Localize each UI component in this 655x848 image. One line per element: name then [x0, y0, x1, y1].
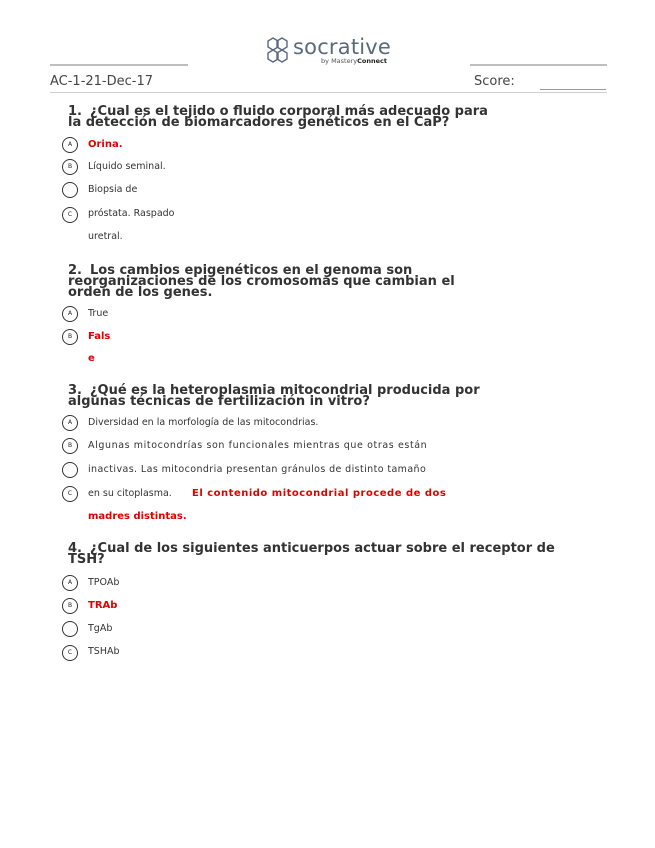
answer-text: Biopsia de — [88, 184, 138, 195]
answer-text-correct: madres distintas. — [88, 511, 187, 522]
answer-bubble-c[interactable]: C — [62, 645, 78, 661]
answer-text: TSHAb — [88, 646, 120, 657]
question-text: reorganizaciones de los cromosomas que cambian el — [68, 274, 455, 289]
question-number: 1. — [68, 104, 82, 119]
answer-bubble-b[interactable]: B — [62, 329, 78, 345]
question-text: orden de los genes. — [68, 285, 213, 300]
answer-text-correct: Fals — [88, 331, 111, 342]
question-text: TSH? — [68, 552, 105, 567]
answer-text: próstata. Raspado — [88, 208, 175, 219]
answer-text: True — [88, 308, 109, 319]
answer-bubble-blank[interactable] — [62, 462, 78, 478]
answer-bubble-a[interactable]: A — [62, 575, 78, 591]
question-text: ¿Cual es el tejido o fluido corporal más adecuado para — [89, 104, 488, 119]
score-label: Score: — [474, 74, 515, 89]
answer-text-correct: El contenido mitocondrial procede de dos — [192, 488, 447, 499]
logo-text: socrative — [293, 35, 392, 59]
answer-bubble-c[interactable]: C — [62, 486, 78, 502]
answer-bubble-a[interactable]: A — [62, 137, 78, 153]
answer-bubble-a[interactable]: A — [62, 415, 78, 431]
question-text: la detección de biomarcadores genéticos en el CaP? — [68, 115, 450, 130]
answer-text-correct: Orina. — [88, 139, 123, 150]
header-rule-right — [470, 64, 607, 66]
answer-text: Diversidad en la morfología de las mitocondrias. — [88, 417, 319, 428]
answer-bubble-b[interactable]: B — [62, 598, 78, 614]
hexagon-logo-icon — [263, 35, 293, 65]
answer-text: TgAb — [88, 623, 113, 634]
answer-bubble-blank[interactable] — [62, 621, 78, 637]
quiz-code: AC-1-21-Dec-17 — [50, 74, 154, 89]
question-1 — [68, 106, 588, 128]
answer-bubble-b[interactable]: B — [62, 159, 78, 175]
question-number: 2. — [68, 263, 82, 278]
answer-bubble-a[interactable]: A — [62, 306, 78, 322]
question-text: ¿Qué es la heteroplasmia mitocondrial producida por — [89, 383, 480, 398]
answer-text: inactivas. Las mitocondria presentan gránulos de distinto tamaño — [88, 464, 427, 475]
score-blank — [540, 89, 606, 90]
answer-bubble-blank[interactable] — [62, 182, 78, 198]
answer-text: en su citoplasma. — [88, 488, 172, 499]
socrative-logo — [263, 35, 403, 69]
question-4 — [68, 543, 588, 565]
answer-text-correct: TRAb — [88, 600, 118, 611]
answer-bubble-c[interactable]: C — [62, 207, 78, 223]
question-text: ¿Cual de los siguientes anticuerpos actuar sobre el receptor de — [89, 541, 555, 556]
question-text: algunas técnicas de fertilización in vitro? — [68, 394, 370, 409]
header-rule-left — [50, 64, 188, 66]
answer-text: uretral. — [88, 231, 123, 242]
header-rule-bottom — [50, 92, 607, 93]
question-text: Los cambios epigenéticos en el genoma son — [89, 263, 413, 278]
answer-text: Líquido seminal. — [88, 161, 166, 172]
answer-text: Algunas mitocondrías son funcionales mientras que otras están — [88, 440, 428, 451]
logo-subtitle: by MasteryConnect — [321, 57, 387, 65]
answer-bubble-b[interactable]: B — [62, 438, 78, 454]
question-number: 3. — [68, 383, 82, 398]
answer-text: TPOAb — [88, 577, 120, 588]
question-2 — [68, 265, 588, 298]
question-number: 4. — [68, 541, 82, 556]
question-3 — [68, 385, 588, 407]
answer-text-correct: e — [88, 353, 95, 364]
